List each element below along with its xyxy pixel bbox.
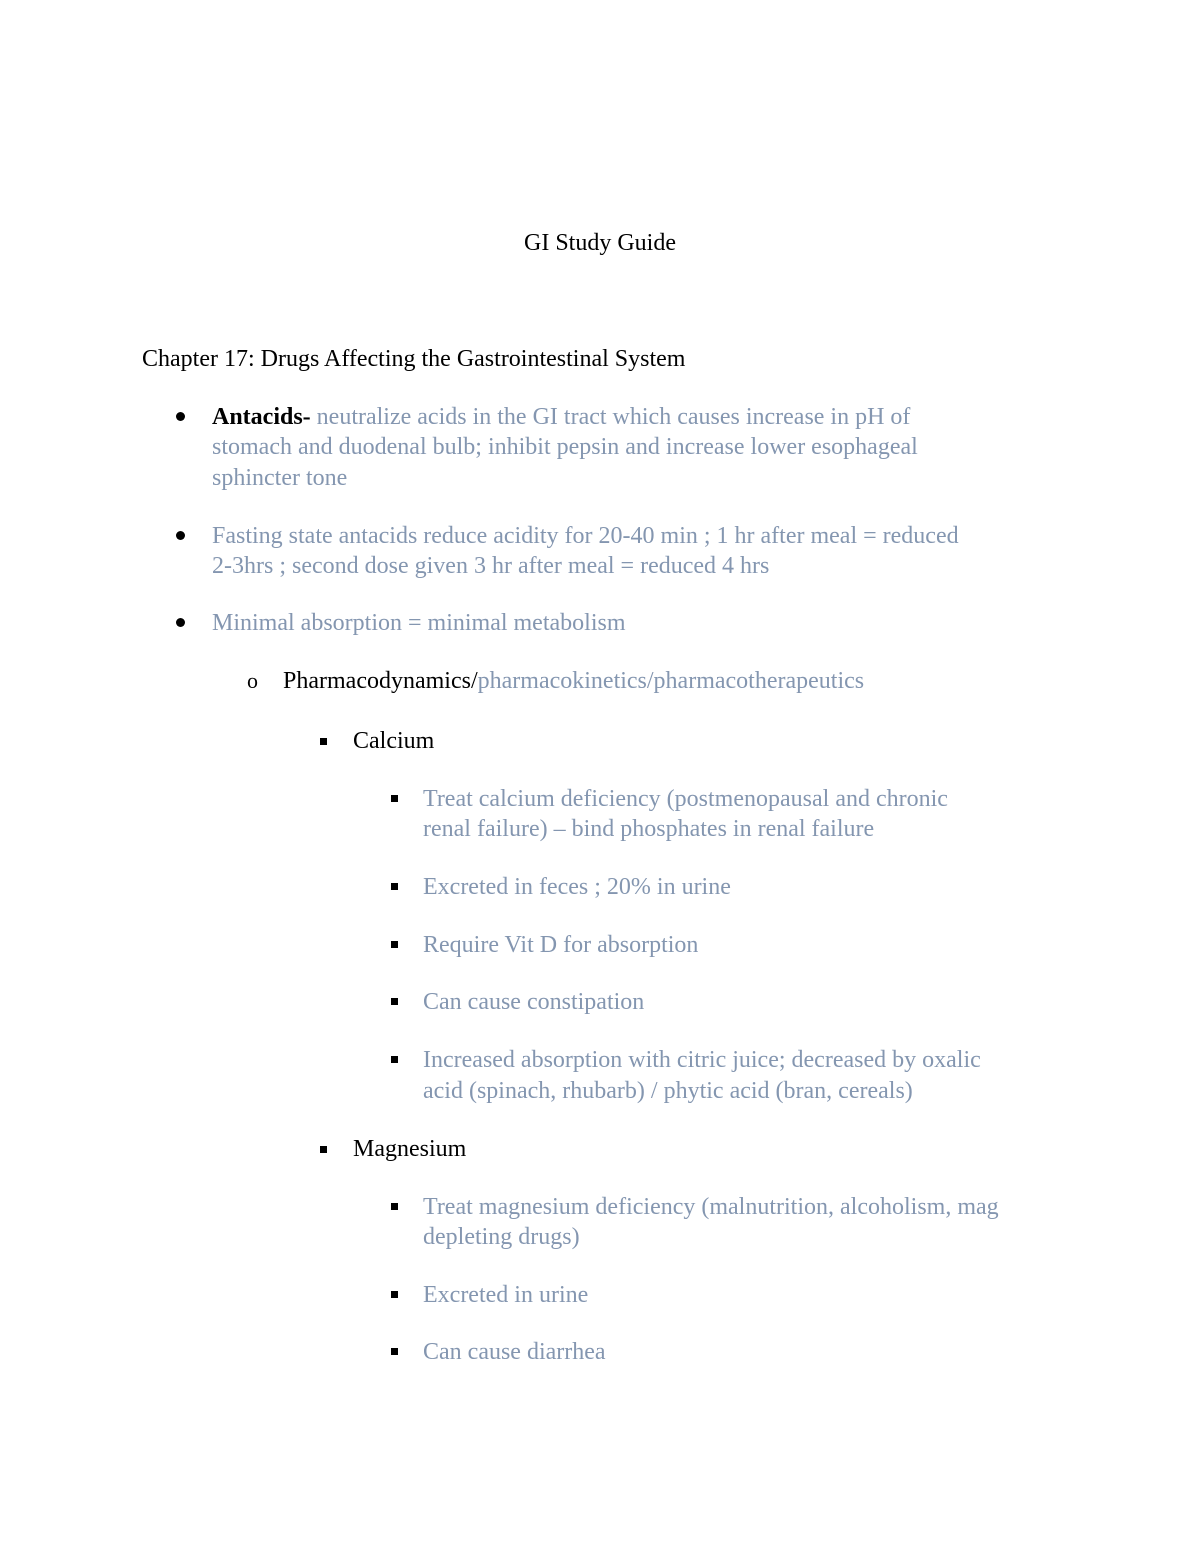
- bullet-square: [391, 883, 398, 890]
- calcium-item: Increased absorption with citric juice; decreased by oxalic: [423, 1047, 981, 1073]
- bullet-square: [391, 795, 398, 802]
- magnesium-item: Treat magnesium deficiency (malnutrition, alcoholism, mag: [423, 1194, 999, 1220]
- bullet-square: [391, 1291, 398, 1298]
- bullet-square: [391, 1348, 398, 1355]
- list-item-fasting: Fasting state antacids reduce acidity for 20-40 min ; 1 hr after meal = reduced: [212, 523, 959, 549]
- chapter-heading: Chapter 17: Drugs Affecting the Gastrointestinal System: [142, 346, 686, 372]
- document-title: GI Study Guide: [524, 230, 676, 256]
- magnesium-item: Excreted in urine: [423, 1282, 589, 1308]
- list-item-absorption: Minimal absorption = minimal metabolism: [212, 610, 626, 636]
- list-item-pharmacology: [283, 666, 864, 696]
- bullet-square: [391, 941, 398, 948]
- calcium-heading: Calcium: [353, 728, 435, 754]
- bullet-square: [391, 1203, 398, 1210]
- calcium-item-text: acid (spinach, rhubarb) / phytic acid (bran, cereals): [423, 1078, 913, 1104]
- magnesium-heading: Magnesium: [353, 1136, 467, 1162]
- calcium-item: Require Vit D for absorption: [423, 932, 699, 958]
- bullet-circle: o: [247, 668, 258, 693]
- bullet-square: [391, 998, 398, 1005]
- bullet-square: [320, 738, 327, 745]
- pharmacodynamics-label: Pharmacodynamics/: [283, 668, 478, 694]
- magnesium-item: Can cause diarrhea: [423, 1339, 606, 1365]
- pharmacokinetics-label: pharmacokinetics/pharmacotherapeutics: [477, 668, 865, 694]
- bullet-dot: [176, 412, 185, 421]
- list-item-text: 2-3hrs ; second dose given 3 hr after meal = reduced 4 hrs: [212, 553, 770, 579]
- antacids-definition: neutralize acids in the GI tract which causes increase in pH of: [310, 404, 911, 430]
- calcium-item: Treat calcium deficiency (postmenopausal and chronic: [423, 786, 948, 812]
- list-item-antacids: [212, 402, 910, 432]
- calcium-item: Can cause constipation: [423, 989, 645, 1015]
- antacids-term: Antacids-: [212, 404, 311, 430]
- calcium-item-text: renal failure) – bind phosphates in renal failure: [423, 816, 875, 842]
- calcium-item: Excreted in feces ; 20% in urine: [423, 874, 731, 900]
- magnesium-item-text: depleting drugs): [423, 1224, 580, 1250]
- bullet-dot: [176, 618, 185, 627]
- bullet-square: [320, 1146, 327, 1153]
- bullet-square: [391, 1056, 398, 1063]
- list-item-text: stomach and duodenal bulb; inhibit pepsin and increase lower esophageal: [212, 434, 918, 460]
- list-item-text: sphincter tone: [212, 465, 348, 491]
- bullet-dot: [176, 531, 185, 540]
